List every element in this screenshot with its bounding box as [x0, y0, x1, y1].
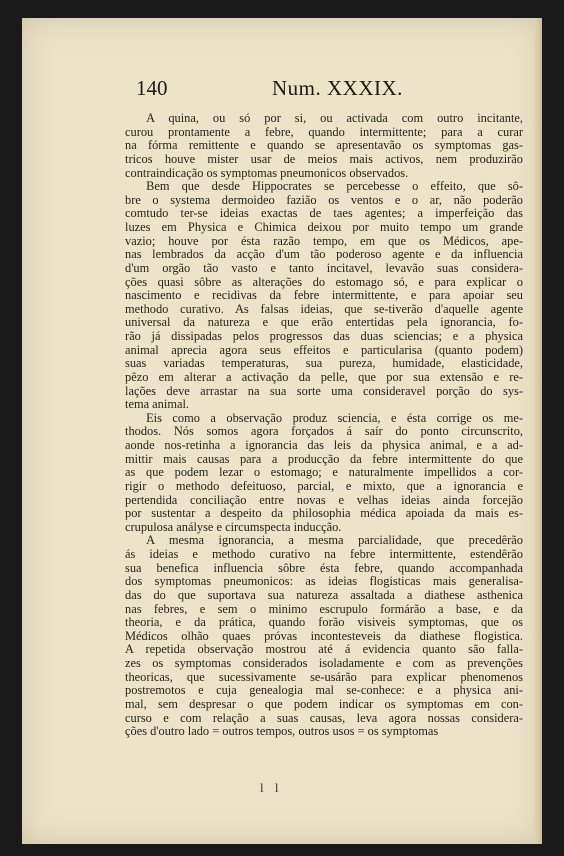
- text-line: zes os symptomas considerados isoladamente e com as prevenções: [125, 657, 523, 670]
- text-line: na fórma remittente e quando se apresentavão os symptomas gas-: [125, 139, 523, 153]
- text-line: postremotos e cuja genealogia mal se-conhece: e a physica ani-: [125, 684, 523, 698]
- page-header: [136, 76, 436, 106]
- page-number: 140: [136, 76, 168, 100]
- issue-title: Num. XXXIX.: [272, 76, 403, 100]
- text-line: pertendida conciliação entre novas e velhas ideias ainda forcejão: [125, 493, 523, 507]
- footer-mark: l l: [260, 780, 283, 795]
- paragraph: [125, 112, 523, 180]
- text-line: tricos houve mister usar de meios mais activos, nem produzirão: [125, 152, 523, 166]
- text-line: vazio; houve por ésta razão tempo, em que os Médicos, ape-: [125, 234, 523, 248]
- text-line: A repetida observação mostrou até á evidencia quanto são falla-: [125, 643, 523, 657]
- text-line: curou prontamente a febre, quando intermittente; para a curar: [125, 125, 523, 139]
- text-line: luzes em Physica e Chimica deixou por muito tempo um grande: [125, 221, 523, 234]
- text-line: lações deve arrastar na sua sorte uma consideravel porção do sys-: [125, 384, 523, 398]
- text-line: pêzo em alterar a activação da pelle, que por sua extensão e re-: [125, 370, 523, 384]
- text-line: tema animal.: [125, 398, 189, 412]
- text-line: ções quasi sôbre as alterações do estomago só, e para explicar o: [125, 275, 523, 289]
- text-line: nascimento e recidivas da febre intermittente, e para apoiar seu: [125, 289, 523, 303]
- text-line: rão já dissipadas pelos progressos das duas sciencias; e a physica: [125, 330, 523, 343]
- text-line: d'um orgão tão vasto e tanto incitavel, levavão suas considera-: [125, 261, 523, 275]
- text-line: methodo curativo. As falsas ideias, que se-tiverão d'aquelle agente: [125, 302, 523, 316]
- text-line: ás ideias e methodo curativo na febre intermittente, estendêrão: [125, 548, 523, 561]
- text-line: animal aprecia agora seus effeitos e particularisa (quanto podem): [125, 343, 523, 357]
- body-text: [125, 112, 523, 739]
- text-line: Bem que desde Hippocrates se percebesse o effeito, que sô-: [146, 180, 523, 194]
- text-line: rigir o methodo defeituoso, parcial, e mixto, que a ignorancia e: [125, 479, 523, 493]
- text-line: as que podem lezar o estomago; e naturalmente impellidos a cor-: [125, 466, 523, 480]
- text-line: mal, sem despresar o que podem indicar os symptomas em con-: [125, 697, 523, 711]
- text-line: curso e com relação a suas causas, leva agora nossas considera-: [125, 711, 523, 725]
- book-page: [22, 18, 542, 844]
- text-line: theoria, e da prática, quando forão visiveis symptomas, que os: [125, 616, 523, 630]
- text-line: nas febres, e sem o minimo escrupulo formárão a base, e da: [125, 602, 523, 616]
- text-line: crupulosa anályse e circumspecta inducção.: [125, 520, 342, 534]
- text-line: contraindicação os symptomas pneumonicos observados.: [125, 166, 409, 180]
- text-line: suas variadas temperaturas, sua pureza, humidade, elasticidade,: [125, 357, 523, 371]
- text-line: por sustentar a despeito da philosophia médica apoiada da mais es-: [125, 507, 523, 521]
- text-line: A quina, ou só por si, ou activada com outro incitante,: [146, 112, 523, 125]
- text-line: comtudo ter-se ideias exactas de taes agentes; a imperfeição das: [125, 207, 523, 221]
- text-line: das do que suportava sua natureza assaltada a diathese asthenica: [125, 588, 523, 602]
- text-line: universal da natureza e que erão entertidas pela ignorancia, fo-: [125, 316, 523, 330]
- text-line: sua benefica influencia sôbre ésta febre, quando accompanhada: [125, 561, 523, 575]
- text-line: nas lembrados da acção d'um tão poderoso agente e da influencia: [125, 248, 523, 262]
- paragraph: [125, 180, 523, 412]
- text-line: ções d'outro lado = outros tempos, outros usos = os symptomas: [125, 725, 439, 739]
- text-line: aonde nos-retinha a ignorancia das leis da physica animal, e a ad-: [125, 439, 523, 452]
- text-line: Eis como a observação produz sciencia, e ésta corrige os me-: [146, 411, 523, 425]
- text-line: Médicos olhão quaes próvas incontesteveis da diathese flogistica.: [125, 629, 523, 643]
- text-line: theoricas, que sucessivamente se-usárão para explicar phenomenos: [125, 670, 523, 684]
- text-line: mittir mais causas para a producção da febre intermittente do que: [125, 452, 523, 466]
- text-line: thodos. Nós somos agora forçados á saír do ponto circunscrito,: [125, 425, 523, 439]
- text-line: bre o systema dermoideo fazião os ventos e o ar, não poderão: [125, 193, 523, 207]
- paragraph: [125, 412, 523, 535]
- text-line: dos symptomas pneumonicos: as ideias flogisticas mais generalisa-: [125, 575, 523, 589]
- paragraph: [125, 534, 523, 738]
- page-edge: [534, 18, 542, 844]
- text-line: A mesma ignorancia, a mesma parcialidade, que precedêrão: [146, 534, 523, 548]
